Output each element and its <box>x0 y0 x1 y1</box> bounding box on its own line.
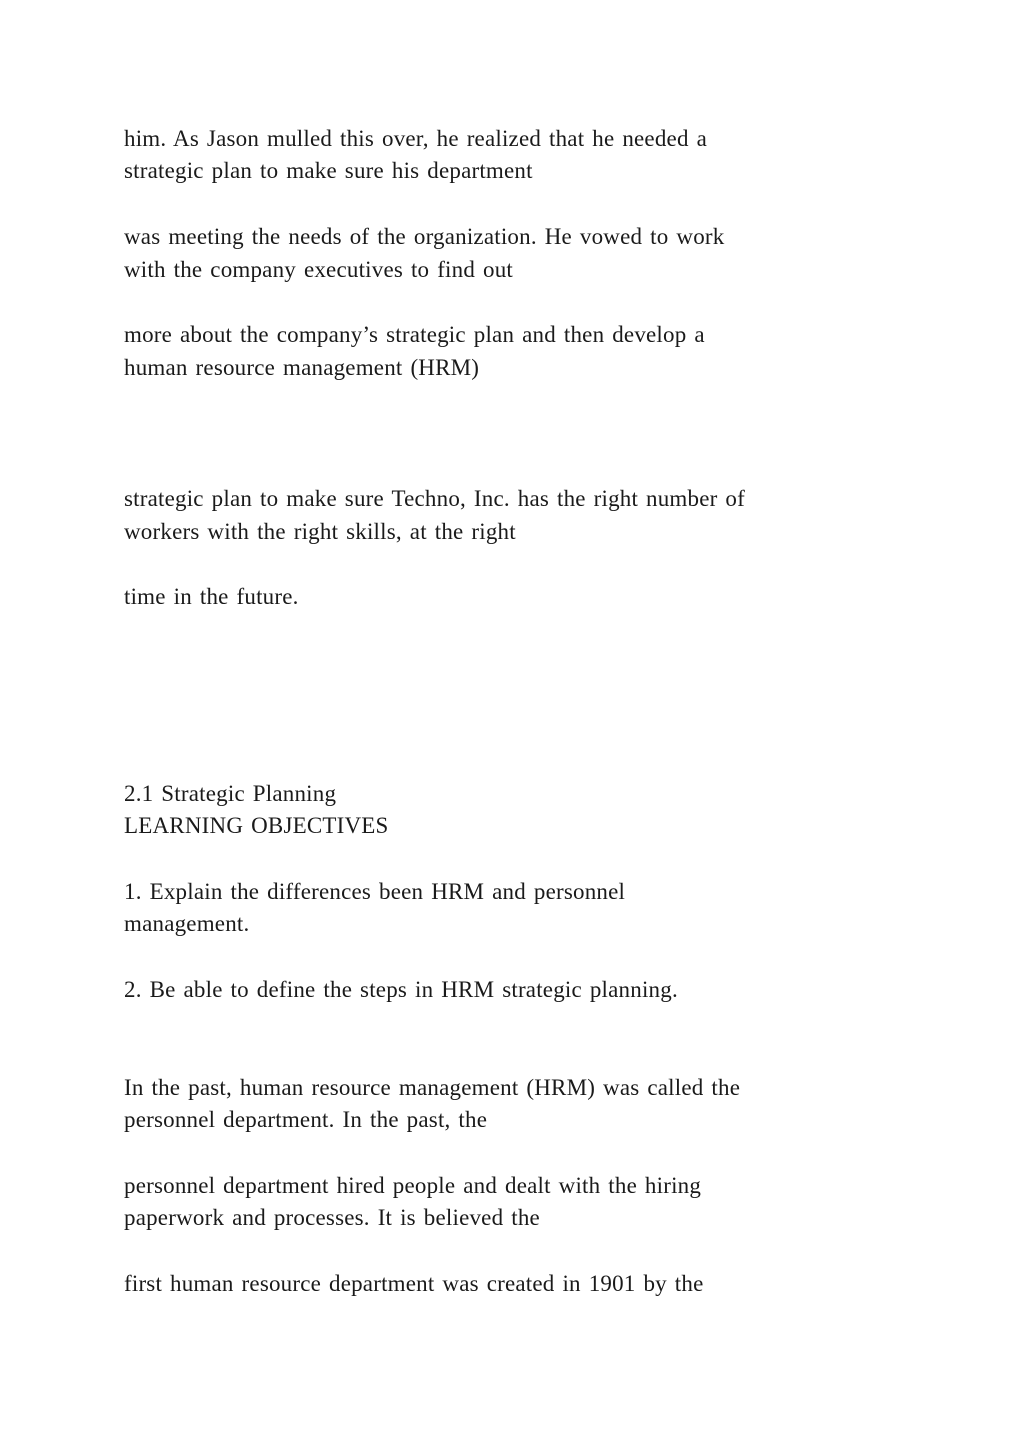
objective-1-line-1: 1. Explain the differences been HRM and personnel <box>124 879 626 904</box>
paragraph-3-line-2: human resource management (HRM) <box>124 355 480 380</box>
body-paragraph-2-line-2: paperwork and processes. It is believed the <box>124 1205 540 1230</box>
learning-objectives-label: LEARNING OBJECTIVES <box>124 813 389 838</box>
objective-2-line-1: 2. Be able to define the steps in HRM strategic planning. <box>124 977 678 1002</box>
paragraph-2-line-1: was meeting the needs of the organization. He vowed to work <box>124 224 725 249</box>
paragraph-1-line-2: strategic plan to make sure his department <box>124 158 533 183</box>
body-paragraph-3-line-1: first human resource department was created in 1901 by the <box>124 1271 704 1296</box>
paragraph-3-line-1: more about the company’s strategic plan and then develop a <box>124 322 705 347</box>
section-heading: 2.1 Strategic Planning <box>124 781 337 806</box>
paragraph-2-line-2: with the company executives to find out <box>124 257 513 282</box>
paragraph-1-line-1: him. As Jason mulled this over, he realized that he needed a <box>124 126 708 151</box>
paragraph-5-line-1: time in the future. <box>124 584 299 609</box>
objective-1-line-2: management. <box>124 911 250 936</box>
paragraph-4-line-2: workers with the right skills, at the right <box>124 519 516 544</box>
body-paragraph-1-line-1: In the past, human resource management (HRM) was called the <box>124 1075 741 1100</box>
paragraph-4-line-1: strategic plan to make sure Techno, Inc. has the right number of <box>124 486 745 511</box>
body-paragraph-1-line-2: personnel department. In the past, the <box>124 1107 488 1132</box>
body-paragraph-2-line-1: personnel department hired people and dealt with the hiring <box>124 1173 702 1198</box>
